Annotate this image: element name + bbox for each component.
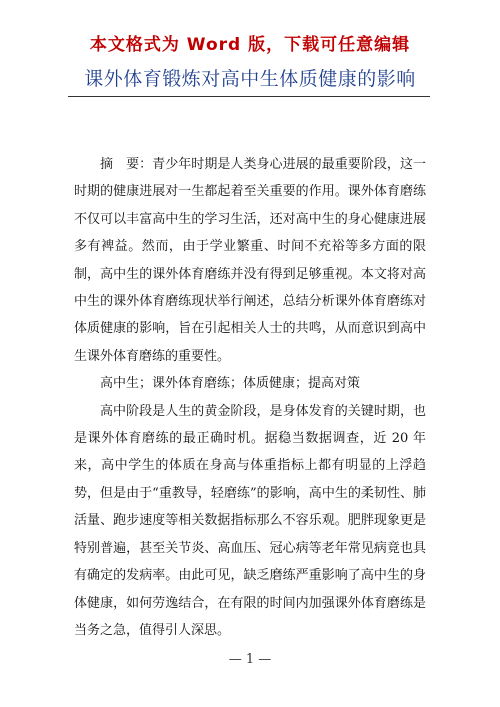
format-notice-banner: 本文格式为 Word 版，下载可任意编辑 <box>89 35 411 55</box>
title-divider <box>68 96 430 97</box>
page-number: — 1 — <box>228 652 272 667</box>
abstract-paragraph: 摘 要：青少年时期是人类身心进展的最重要阶段，这一时期的健康进展对一生都起着至关重要的作用。课外体育磨练不仅可以丰富高中生的学习生活，还对高中生的身心健康进展多有裨益。然而，由于学业繁重、时间不充裕等多方面的限制，高中生的课外体育磨练并没有得到足够重视。本文将对高中生的课外体育磨练现状举行阐述，总结分析课外体育磨练对体质健康的影响，旨在引起相关人士的共鸣，从而意识到高中生课外体育磨练的重要性。 <box>74 157 426 364</box>
document-body <box>74 151 426 644</box>
keywords-paragraph: 高中生；课外体育磨练；体质健康；提高对策 <box>100 376 361 392</box>
document-title: 课外体育锻炼对高中生体质健康的影响 <box>84 68 416 90</box>
body-paragraph: 高中阶段是人生的黄金阶段，是身体发育的关键时期，也是课外体育磨练的最正确时机。据稳当数据调查，近 20 年来，高中学生的体质在身高与体重指标上都有明显的上浮趋势，但是由于“重教导，轻磨练”的影响，高中生的柔韧性、肺活量、跑步速度等相关数据指标那么不容乐观。肥胖现象更是特别普遍，甚至关节炎、高血压、冠心病等老年常见病竟也具有确定的发病率。由此可见，缺乏磨练严重影响了高中生的身体健康，如何劳逸结合，在有限的时间内加强课外体育磨练是当务之急，值得引人深思。 <box>74 403 426 638</box>
